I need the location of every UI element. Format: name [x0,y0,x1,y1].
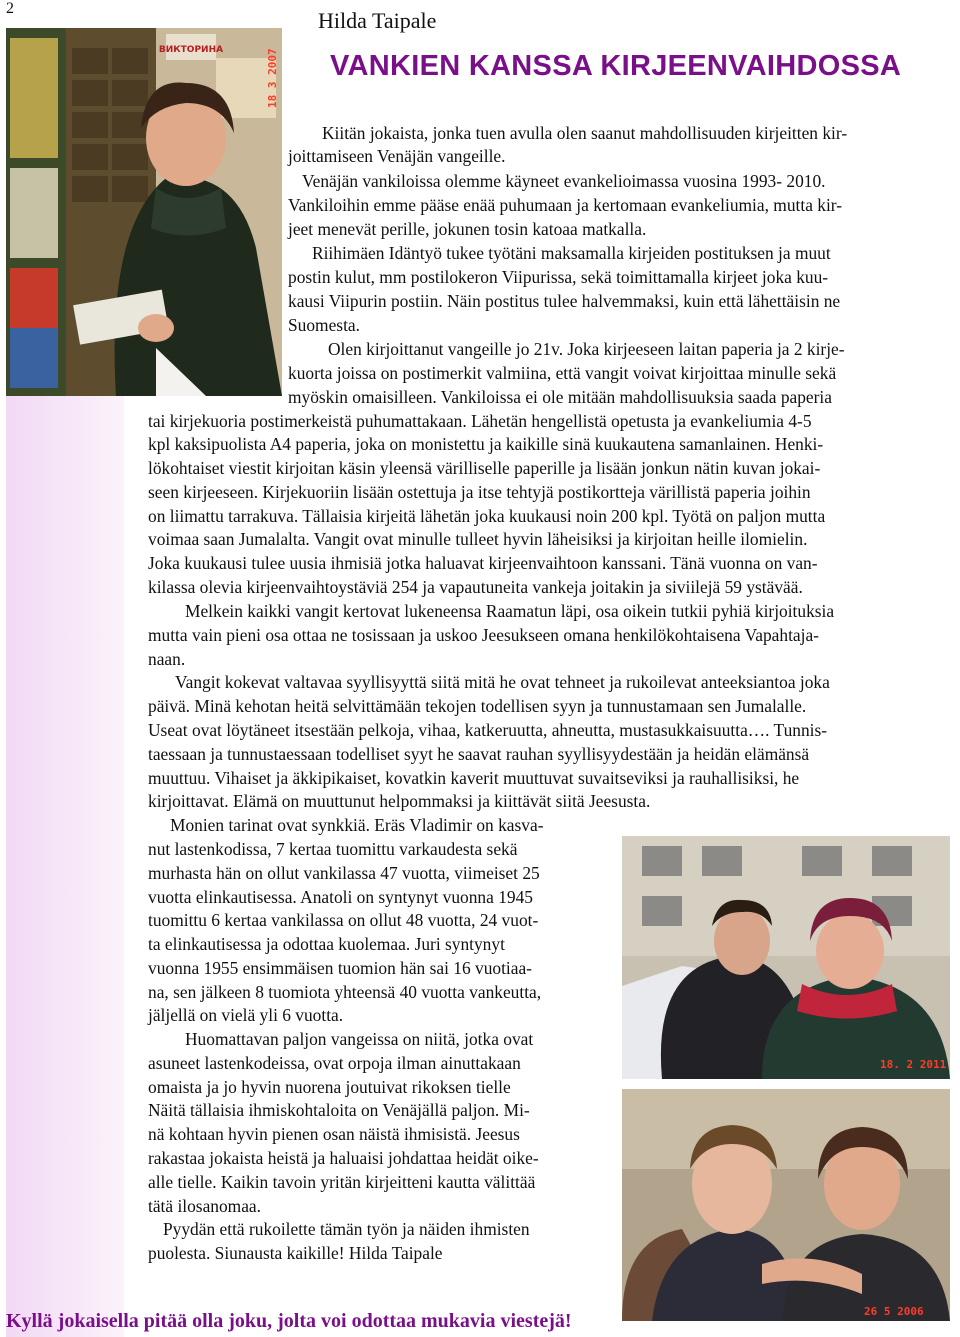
text-line: myöskin omaisilleen. Vankiloissa ei ole mitään mahdollisuuksia saada paperia [288,387,832,407]
photo-boy-and-woman [622,1089,950,1321]
text-line: Melkein kaikki vangit kertovat lukeneensa Raamatun läpi, osa oikein tutkii pyhiä kirjoituksia [185,601,835,621]
text-line: Olen kirjoittanut vangeille jo 21v. Joka kirjeeseen laitan paperia ja 2 kirje- [328,339,845,359]
text-line: seen kirjeeseen. Kirjekuoriin lisään ostettuja ja itse tehtyjä postikortteja värillistä paperia joihin [148,482,811,502]
photo-date-stamp: 18 3 2007 [266,48,279,108]
sign-text: ВИКТОРИНА [158,45,224,55]
photo-two-women [622,836,950,1079]
text-line: na, sen jälkeen 8 tuomiota yhteensä 40 vuotta vankeutta, [148,982,542,1002]
text-line: on liimattu tarrakuva. Tällaisia kirjeitä lähetän joka kuukausi noin 200 kpl. Työtä on paljon mutta [148,506,826,526]
text-line: Vankiloihin emme pääse enää puhumaan ja kertomaan evankeliumia, mutta kir- [288,195,843,215]
text-line: vuonna 1955 ensimmäisen tuomion hän sai 16 vuotiaa- [148,958,532,978]
text-line: nut lastenkodissa, 7 kertaa tuomittu varkaudesta sekä [148,839,518,859]
text-line: Näitä tällaisia ihmiskohtaloita on Venäjällä paljon. Mi- [148,1100,530,1120]
text-line: ta elinkautisessa ja odottaa kuolemaa. Juri syntynyt [148,934,505,954]
photo-date-stamp: 26 5 2006 [864,1305,924,1318]
text-line: tätä ilosanomaa. [148,1196,261,1216]
text-line: kirjoittavat. Elämä on muuttunut helpommaksi ja kiittävät siitä Jeesusta. [148,791,651,811]
text-line: taessaan ja tunnustaessaan todelliset syyt he saavat rauhan syyllisyydestään ja heidän elämänsä [148,744,810,764]
text-line: Riihimäen Idäntyö tukee työtäni maksamalla kirjeiden postituksen ja muut [312,243,831,263]
text-line: Venäjän vankiloissa olemme käyneet evankelioimassa vuosina 1993- 2010. [302,171,826,191]
photo-woman-at-mailboxes [6,28,282,396]
text-line: nä kohtaan hyvin pienen osan näistä ihmisistä. Jeesus [148,1124,520,1144]
text-line: Joka kuukausi tulee uusia ihmisiä jotka haluavat kirjeenvaihtoon kanssani. Tänä vuonna on van- [148,553,818,573]
text-line: päivä. Minä kehotan heitä selvittämään tekojen todellisen syyn ja tunnustamaan sen Jumalalle. [148,696,807,716]
text-line: joittamiseen Venäjän vangeille. [288,146,506,166]
sidebar-gradient [6,390,124,1337]
text-line: jäljellä on vielä yli 6 vuotta. [148,1005,344,1025]
text-line: lökohtaiset viestit kirjoitan käsin yleensä värilliselle paperille ja lisään jonkun nätin kuvan jokai- [148,458,821,478]
text-line: Huomattavan paljon vangeissa on niitä, jotka ovat [185,1029,534,1049]
text-line: muuttuu. Vihaiset ja äkkipikaiset, kovatkin kaverit muuttuvat suvaitseviksi ja rauhallisiksi, he [148,768,800,788]
text-line: Useat ovat löytäneet itsestään pelkoja, vihaa, katkeruutta, ahneutta, mustasukkaisuutta…. Tunnis- [148,720,828,740]
text-line: murhasta hän on ollut vankilassa 47 vuotta, viimeiset 25 [148,863,540,883]
text-line: kuorta joissa on postimerkit valmiina, että vangit voivat kirjoittaa minulle sekä [288,363,837,383]
author-name: Hilda Taipale [318,8,437,33]
text-line: omaista ja jo hyvin nuorena joutuivat rikoksen tielle [148,1077,511,1097]
text-line: naan. [148,649,186,669]
text-line: vuotta elinkautisessa. Anatoli on syntynyt vuonna 1945 [148,887,533,907]
text-line: tai kirjekuoria postimerkeistä puhumattakaan. Lähetän hengellistä opetusta ja evankeliumia 4-5 [148,411,812,431]
photo-date-stamp: 18. 2 2011 [880,1058,947,1071]
text-line: tuomittu 6 kertaa vankilassa on ollut 48 vuotta, 24 vuot- [148,910,539,930]
text-line: Suomesta. [288,315,360,335]
text-line: alle tielle. Kaikin tavoin yritän kirjeitteni kautta välittää [148,1172,536,1192]
text-line: Monien tarinat ovat synkkiä. Eräs Vladimir on kasva- [170,815,544,835]
page-number: 2 [6,0,14,17]
text-line: rakastaa jokaista heistä ja haluaisi johdattaa heidät oike- [148,1148,539,1168]
text-line: voimaa saan Jumalalta. Vangit ovat minulle tulleet hyvin läheisiksi ja kirjoitan heille ilomielin. [148,529,808,549]
footer-slogan: Kyllä jokaisella pitää olla joku, jolta voi odottaa mukavia viestejä! [6,1310,572,1332]
text-line: kpl kaksipuolista A4 paperia, joka on monistettu ja kaikille sinä kuukautena samanlainen. Henki- [148,434,824,454]
text-line: mutta vain pieni osa ottaa ne tosissaan ja uskoo Jeesukseen omana henkilökohtaisena Vapahtaja- [148,625,819,645]
text-line: postin kulut, mm postilokeron Viipurissa, sekä toimittamalla kirjeet joka kuu- [288,267,829,287]
text-line: asuneet lastenkodeissa, ovat orpoja ilman ainuttakaan [148,1053,521,1073]
text-line: jeet menevät perille, jokunen tosin katoaa matkalla. [288,219,647,239]
text-line: Vangit kokevat valtavaa syyllisyyttä siitä mitä he ovat tehneet ja rukoilevat anteeksiantoa joka [175,672,830,692]
text-line: Kiitän jokaista, jonka tuen avulla olen saanut mahdollisuuden kirjeitten kir- [322,123,848,143]
text-line: kilassa olevia kirjeenvaihtoystäviä 254 ja vapautuneita vankeja joitakin ja siviilejä 59 ystävää. [148,577,803,597]
text-line: Pyydän että rukoilette tämän työn ja näiden ihmisten [163,1219,530,1239]
text-line: kausi Viipurin postiin. Näin postitus tulee halvemmaksi, kuin että lähettäisin ne [288,291,841,311]
article-title: VANKIEN KANSSA KIRJEENVAIHDOSSA [330,50,902,82]
text-line: puolesta. Siunausta kaikille! Hilda Taipale [148,1243,443,1263]
